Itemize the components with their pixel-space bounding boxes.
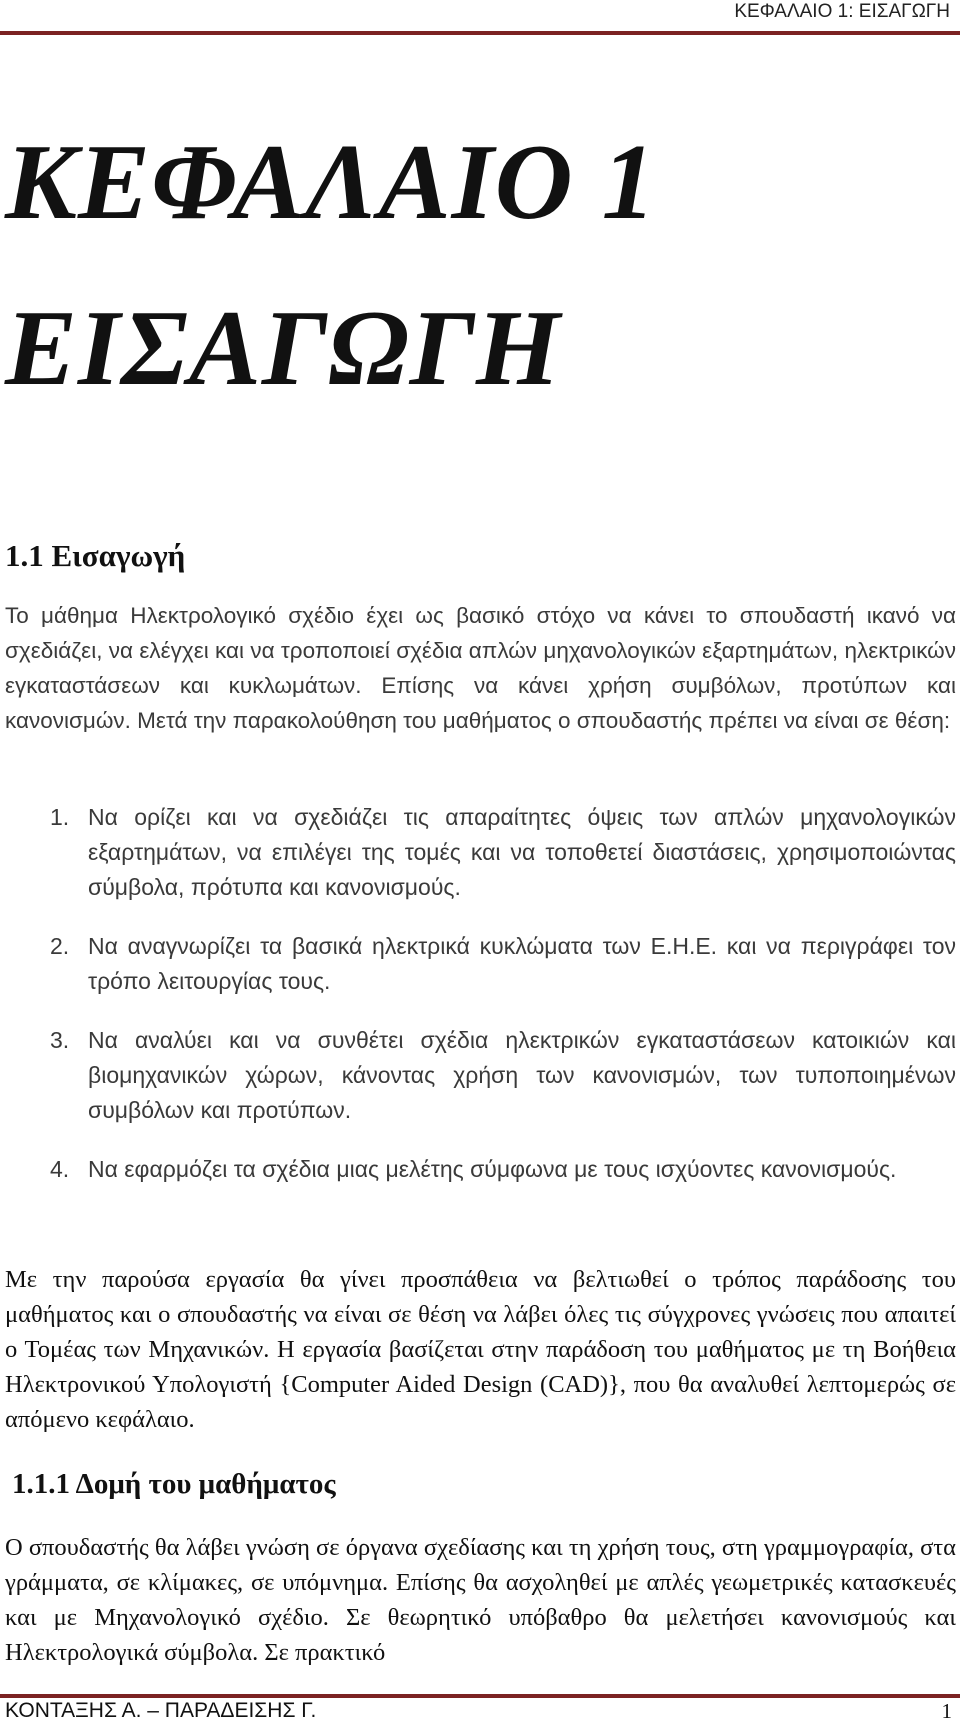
- objective-text: Να ορίζει και να σχεδιάζει τις απαραίτητες όψεις των απλών μηχανολογικών εξαρτημάτων, να επιλέγει της τομές και να τοποθετεί διαστάσεις, χρησιμοποιώντας σύμβολα, πρότυπα και κανονισμούς.: [88, 804, 956, 900]
- objectives-list: [50, 800, 956, 1211]
- chapter-title-line2: ΕΙΣΑΓΩΓΗ: [5, 289, 562, 408]
- objective-item: [50, 800, 956, 905]
- objective-item: [50, 1152, 956, 1187]
- objective-text: Να εφαρμόζει τα σχέδια μιας μελέτης σύμφωνα με τους ισχύοντες κανονισμούς.: [88, 1156, 897, 1182]
- objective-number: 3.: [50, 1027, 70, 1053]
- objective-number: 2.: [50, 933, 70, 959]
- footer-authors: ΚΟΝΤΑΞΗΣ Α. – ΠΑΡΑΔΕΙΣΗΣ Γ.: [5, 1699, 317, 1722]
- objective-number: 1.: [50, 804, 70, 830]
- objective-text: Να αναγνωρίζει τα βασικά ηλεκτρικά κυκλώματα των Ε.Η.Ε. και να περιγράφει τον τρόπο λειτουργίας τους.: [88, 933, 956, 994]
- subsection-paragraph: Ο σπουδαστής θα λάβει γνώση σε όργανα σχεδίασης και τη χρήση τους, στη γραμμογραφία, στα γράμματα, σε κλίμακες, σε υπόμνημα. Επίσης θα ασχοληθεί με απλές γεωμετρικές κατασκευές και με Μηχανολογικό σχέδιο. Σε θεωρητικό υπόβαθρο θα μελετήσει κανονισμούς και Ηλεκτρολογικά σύμβολα. Σε πρακτικό: [5, 1534, 956, 1666]
- objective-item: [50, 929, 956, 999]
- intro-paragraph: Το μάθημα Ηλεκτρολογικό σχέδιο έχει ως βασικό στόχο να κάνει το σπουδαστή ικανό να σχεδιάζει, να ελέγχει και να τροποποιεί σχέδια απλών μηχανολογικών εξαρτημάτων, ηλεκτρικών εγκαταστάσεων και κυκλωμάτων. Επίσης να κάνει χρήση συμβόλων, προτύπων και κανονισμών. Μετά την παρακολούθηση του μαθήματος ο σπουδαστής πρέπει να είναι σε θέση:: [5, 603, 956, 733]
- objective-item: [50, 1023, 956, 1128]
- closing-paragraph: Με την παρούσα εργασία θα γίνει προσπάθεια να βελτιωθεί ο τρόπος παράδοσης του μαθήματος και ο σπουδαστής να είναι σε θέση να λάβει όλες τις σύγχρονες γνώσεις που απαιτεί ο Τομέας των Μηχανικών. Η εργασία βασίζεται στην παράδοση του μαθήματος με τη Βοήθεια Ηλεκτρονικού Υπολογιστή {Computer Aided Design (CAD)}, που θα αναλυθεί λεπτομερώς σε απόμενο κεφάλαιο.: [5, 1266, 956, 1433]
- running-header: ΚΕΦΑΛΑΙΟ 1: ΕΙΣΑΓΩΓΗ: [734, 1, 950, 22]
- objective-number: 4.: [50, 1156, 70, 1182]
- header-rule: [0, 31, 960, 35]
- chapter-title: [5, 100, 657, 432]
- chapter-title-line1: ΚΕΦΑΛΑΙΟ 1: [5, 123, 657, 242]
- section-heading: 1.1 Εισαγωγή: [5, 538, 186, 573]
- page-number: 1: [941, 1699, 952, 1723]
- subsection-heading: 1.1.1 Δομή του μαθήματος: [12, 1468, 336, 1500]
- objective-text: Να αναλύει και να συνθέτει σχέδια ηλεκτρικών εγκαταστάσεων κατοικιών και βιομηχανικών χώρων, κάνοντας χρήση των κανονισμών, των τυποποιημένων συμβόλων και προτύπων.: [88, 1027, 956, 1123]
